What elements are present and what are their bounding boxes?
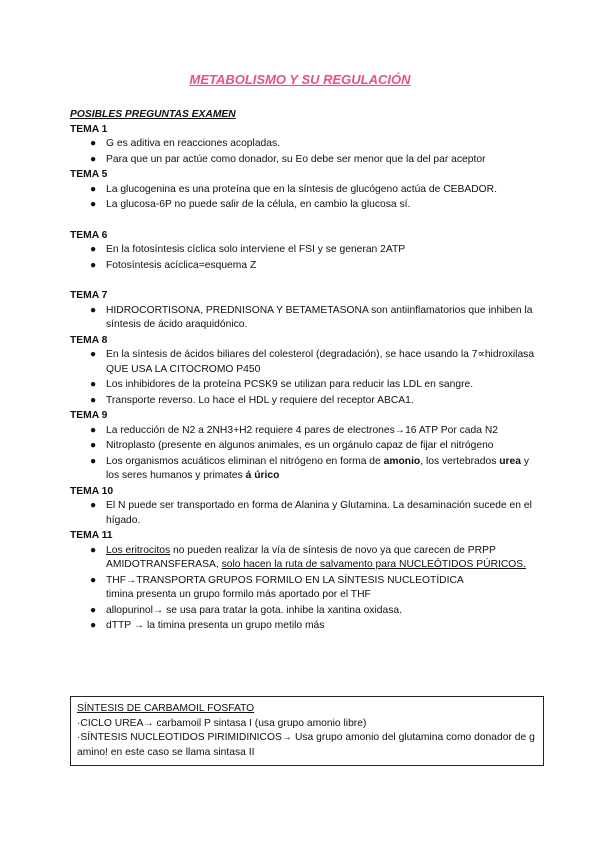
tema-7-list: [70, 304, 540, 333]
list-item: ● La glucogenina es una proteína que en la síntesis de glucógeno actúa de CEBADOR.: [90, 183, 497, 195]
list-item: ● En la síntesis de ácidos biliares del colesterol (degradación), se hace usando la 7∝hidroxilasa QUE USA LA CITOCROMO P450: [90, 349, 535, 375]
list-item: ● allopurinol→ se usa para tratar la gota. inhibe la xantina oxidasa.: [90, 604, 402, 616]
tema-9-heading: TEMA 9: [70, 410, 108, 421]
box-heading: SÍNTESIS DE CARBAMOIL FOSFATO: [77, 703, 255, 714]
list-item: ● Nitroplasto (presente en algunos animales, es un orgánulo capaz de fijar el nitrógeno: [90, 440, 494, 451]
tema-1-list: [70, 137, 540, 167]
content: [70, 108, 540, 635]
tema-1-heading: TEMA 1: [70, 123, 108, 135]
tema-9-list: [70, 424, 540, 484]
box-line-2: ·SÍNTESIS NUCLEOTIDOS PIRIMIDINICOS→ Usa grupo amonio del glutamina como donador de g amino! en este caso se llama sintasa II: [77, 732, 535, 758]
tema-5-list: [70, 183, 540, 213]
tema-8-heading: TEMA 8: [70, 334, 108, 346]
tema-8-list: [70, 348, 540, 408]
tema-5-heading: TEMA 5: [70, 169, 108, 180]
list-item: ● Fotosíntesis acíclica=esquema Z: [90, 259, 257, 271]
tema-10-list: [70, 499, 540, 528]
list-item: ● Los organismos acuáticos eliminan el nitrógeno en forma de amonio, los vertebrados urea y los seres humanos y primates á úrico: [90, 455, 529, 481]
list-item: ● G es aditiva en reacciones acopladas.: [90, 138, 281, 149]
tema-10-heading: TEMA 10: [70, 485, 114, 497]
tema-6-heading: TEMA 6: [70, 229, 108, 241]
tema-7-heading: TEMA 7: [70, 290, 108, 301]
subtitle: POSIBLES PREGUNTAS EXAMEN: [70, 109, 236, 120]
list-item: ● THF→TRANSPORTA GRUPOS FORMILO EN LA SÍNTESIS NUCLEOTÍDICA timina presenta un grupo formilo más aportado por el THF: [90, 574, 464, 600]
tema-11-heading: TEMA 11: [70, 530, 113, 541]
box-line-1: ·CICLO UREA→ carbamoil P sintasa I (usa grupo amonio libre): [77, 717, 367, 729]
list-item: ● Para que un par actúe como donador, su Eo debe ser menor que la del par aceptor: [90, 153, 486, 165]
carbamoil-box: [70, 696, 544, 766]
list-item: ● La glucosa-6P no puede salir de la célula, en cambio la glucosa sí.: [90, 199, 411, 210]
list-item: ● Los eritrocitos no pueden realizar la vía de síntesis de novo ya que carecen de PRPP AMIDOTRANSFERASA, solo hacen la ruta de salvamento para NUCLEÓTIDOS PÚRICOS.: [90, 544, 527, 570]
list-item: ● El N puede ser transportado en forma de Alanina y Glutamina. La desaminación sucede en el hígado.: [90, 500, 532, 526]
list-item: ● Transporte reverso. Lo hace el HDL y requiere del receptor ABCA1.: [90, 394, 414, 406]
tema-6-list: [70, 243, 540, 273]
list-item: ● La reducción de N2 a 2NH3+H2 requiere 4 pares de electrones→16 ATP Por cada N2: [90, 424, 498, 436]
tema-11-list: [70, 544, 540, 634]
list-item: ● Los inhibidores de la proteína PCSK9 se utilizan para reducir las LDL en sangre.: [90, 379, 474, 390]
page-title: METABOLISMO Y SU REGULACIÓN: [189, 72, 411, 87]
list-item: ● HIDROCORTISONA, PREDNISONA Y BETAMETASONA son antiinflamatorios que inhiben la síntesis de ácido araquidónico.: [90, 304, 533, 330]
list-item: ● dTTP → la timina presenta un grupo metilo más: [90, 620, 325, 631]
list-item: ● En la fotosíntesis cíclica solo interviene el FSI y se generan 2ATP: [90, 244, 406, 255]
